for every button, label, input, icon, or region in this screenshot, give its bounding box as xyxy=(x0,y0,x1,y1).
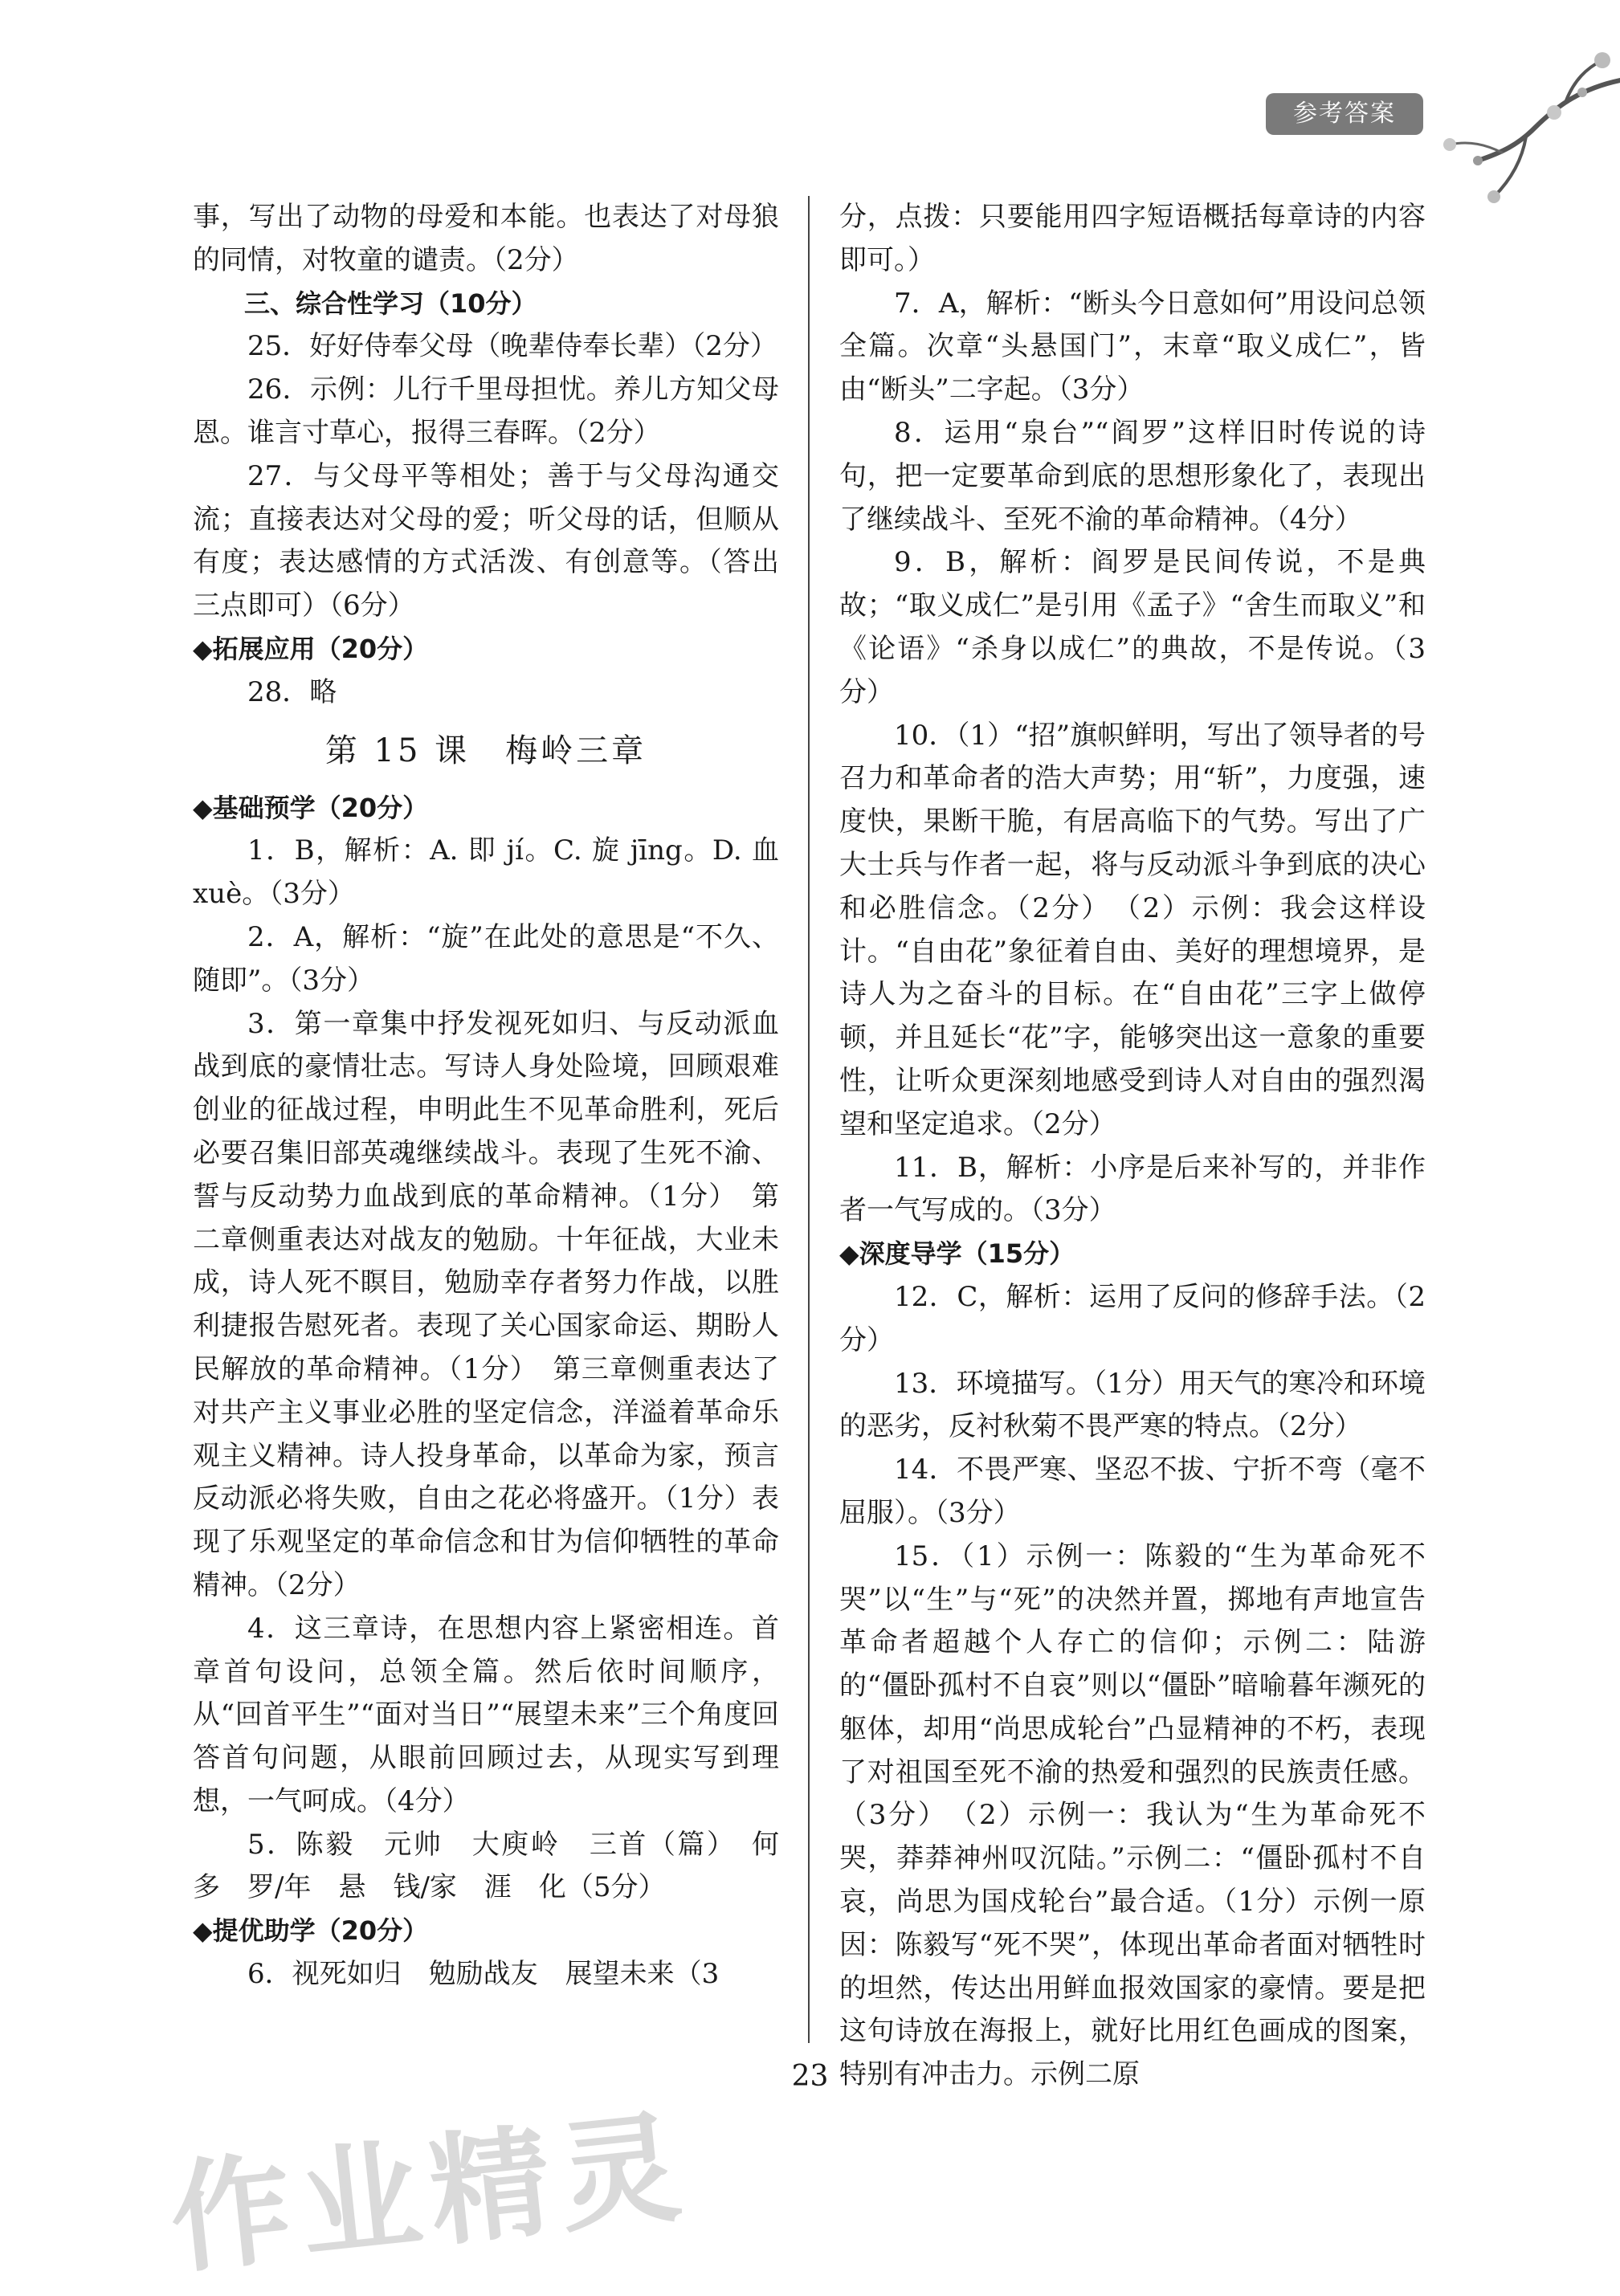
answer-paragraph: 3．第一章集中抒发视死如归、与反动派血战到底的豪情壮志。写诗人身处险境，回顾艰难创业的征战过程，申明此生不见革命胜利，死后必要召集旧部英魂继续战斗。表现了生死不渝、誓与反动势力血战到底的革命精神。（1分） 第二章侧重表达对战友的勉励。十年征战，大业未成，诗人死不瞑目，勉励幸存者努力作战，以胜利捷报告慰死者。表现了关心国家命运、期盼人民解放的革命精神。（1分） 第三章侧重表达了对共产主义事业必胜的坚定信念，洋溢着革命乐观主义精神。诗人投身革命，以革命为家，预言反动派必将失败，自由之花必将盛开。（1分）表现了乐观坚定的革命信念和甘为信仰牺牲的革命精神。（2分） xyxy=(193,1007,779,1601)
section-heading: ◆基础预学（20分） xyxy=(193,792,429,823)
answer-paragraph: 25．好好侍奉父母（晚辈侍奉长辈）（2分） xyxy=(247,330,777,363)
plum-branch-icon xyxy=(1414,32,1620,209)
section-heading: 三、综合性学习（10分） xyxy=(244,288,537,319)
answer-paragraph: 15．（1）示例一：陈毅的“生为革命死不哭”以“生”与“死”的决然并置，掷地有声地宣告革命者超越个人存亡的信仰；示例二：陆游的“僵卧孤村不自哀”则以“僵卧”暗喻暮年濒死的躯体，却用“尚思成轮台”凸显精神的不朽，表现了对祖国至死不渝的热爱和强烈的民族责任感。（3分） （2）示例一：我认为“生为革命死不哭，莽莽神州叹沉陆。”示例二：“僵卧孤村不自哀，尚思为国戍轮台”最合适。（1分）示例一原因：陈毅写“死不哭”，体现出革命者面对牺牲时的坦然，传达出用鲜血报效国家的豪情。要是把这句诗放在海报上，就好比用红色画成的图案，特别有冲击力。示例二原 xyxy=(839,1540,1426,2091)
right-column xyxy=(839,196,1426,2097)
answer-paragraph: 1．B，解析：A. 即 jí。C. 旋 jīng。D. 血 xuè。（3分） xyxy=(193,834,779,911)
lesson-title: 第 15 课 梅岭三章 xyxy=(324,732,647,769)
left-column xyxy=(193,196,806,1996)
answer-paragraph: 28．略 xyxy=(247,675,337,708)
answer-paragraph: 11．B，解析：小序是后来补写的，并非作者一气写成的。（3分） xyxy=(839,1151,1426,1227)
answer-paragraph: 4．这三章诗，在思想内容上紧密相连。首章首句设问，总领全篇。然后依时间顺序，从“回首平生”“面对当日”“展望未来”三个角度回答首句问题，从眼前回顾过去，从现实写到理想，一气呵成。（4分） xyxy=(193,1612,779,1817)
answer-paragraph: 5．陈毅 元帅 大庾岭 三首（篇） 何 多 罗/年 悬 钱/家 涯 化（5分） xyxy=(193,1828,806,1904)
section-heading: ◆拓展应用（20分） xyxy=(193,633,429,664)
answer-paragraph: 14．不畏严寒、坚忍不拔、宁折不弯（毫不屈服）。（3分） xyxy=(839,1454,1426,1529)
answer-paragraph: 13．环境描写。（1分）用天气的寒冷和环境的恶劣，反衬秋菊不畏严寒的特点。（2分） xyxy=(839,1367,1426,1443)
answer-paragraph: 27．与父母平等相处；善于与父母沟通交流；直接表达对父母的爱；听父母的话，但顺从有度；表达感情的方式活泼、有创意等。（答出三点即可）（6分） xyxy=(193,459,779,622)
answer-paragraph: 分，点拨：只要能用四字短语概括每章诗的内容即可。） xyxy=(839,201,1426,276)
answer-paragraph: 9．B，解析：阎罗是民间传说，不是典故；“取义成仁”是引用《孟子》“舍生而取义”和《论语》“杀身以成仁”的典故，不是传说。（3分） xyxy=(839,546,1426,708)
page-number: 23 xyxy=(791,2060,829,2093)
answer-paragraph: 10．（1）“招”旗帜鲜明，写出了领导者的号召力和革命者的浩大声势；用“斩”，力度强，速度快，果断干脆，有居高临下的气势。写出了广大士兵与作者一起，将与反动派斗争到底的决心和必胜信念。（2分） （2）示例：我会这样设计。“自由花”象征着自由、美好的理想境界，是诗人为之奋斗的目标。在“自由花”三字上做停顿，并且延长“花”字，能够突出这一意象的重要性，让听众更深刻地感受到诗人对自由的强烈渴望和坚定追求。（2分） xyxy=(839,719,1426,1140)
section-heading: ◆深度导学（15分） xyxy=(839,1238,1075,1270)
section-heading: ◆提优助学（20分） xyxy=(193,1915,429,1947)
answer-paragraph: 6．视死如归 勉励战友 展望未来（3 xyxy=(247,1958,720,1991)
answer-paragraph: 7．A，解析：“断头今日意如何”用设问总领全篇。次章“头悬国门”，末章“取义成仁”，皆由“断头”二字起。（3分） xyxy=(839,287,1426,406)
answer-paragraph: 26．示例：儿行千里母担忧。养儿方知父母恩。谁言寸草心，报得三春晖。（2分） xyxy=(193,373,779,449)
answer-paragraph: 12．C，解析：运用了反问的修辞手法。（2分） xyxy=(839,1280,1426,1356)
answer-key-tag: 参考答案 xyxy=(1266,93,1423,135)
answer-paragraph: 2．A，解析：“旋”在此处的意思是“不久、随即”。（3分） xyxy=(193,920,779,997)
watermark: 作业精灵 xyxy=(164,2097,696,2291)
answer-paragraph: 事，写出了动物的母爱和本能。也表达了对母狼的同情，对牧童的谴责。（2分） xyxy=(193,201,779,276)
column-divider xyxy=(808,196,810,2043)
answer-paragraph: 8．运用“泉台”“阎罗”这样旧时传说的诗句，把一定要革命到底的思想形象化了，表现出了继续战斗、至死不渝的革命精神。（4分） xyxy=(839,416,1426,536)
